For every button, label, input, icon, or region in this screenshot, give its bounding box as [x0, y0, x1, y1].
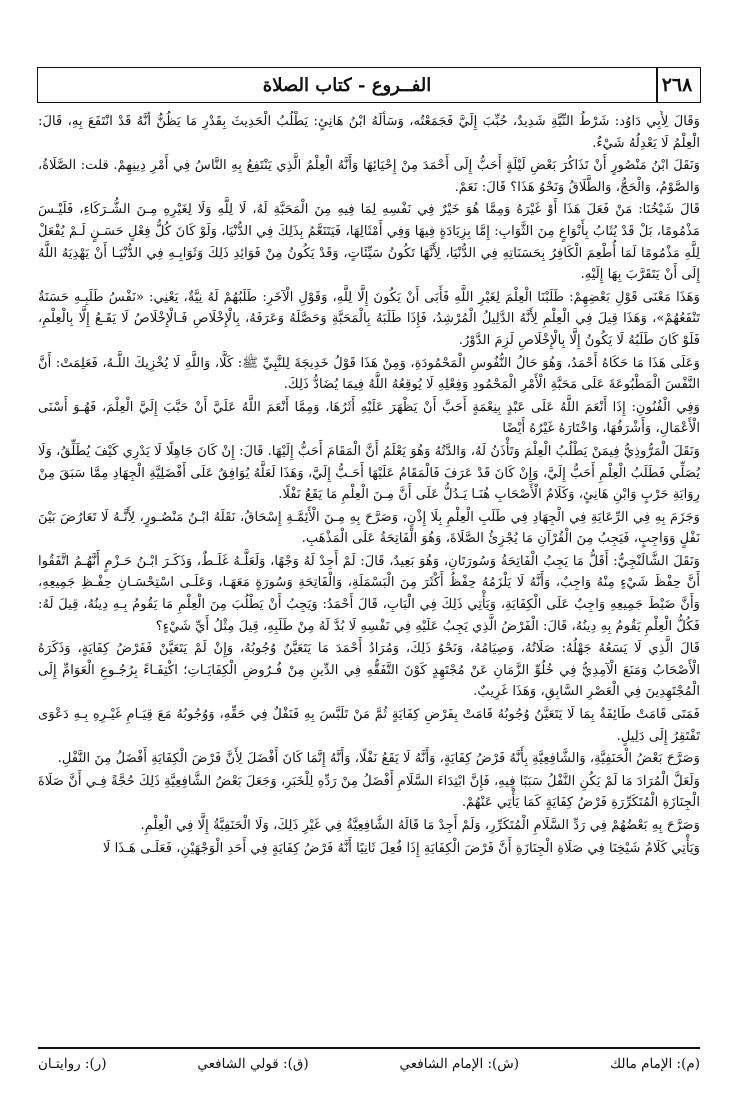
- footer-rule: [38, 1047, 700, 1049]
- paragraph: وَعَلَى هَذَا مَا حَكَاهُ أَحْمَدُ، وَهُوَ حَالُ النُّفُوسِ الْمَحْمُودَةِ، وَمِنْ هَذَا قَوْلُ خَدِيجَةَ لِلنَّبِيِّ ﷺ: كَلَّا، وَاللَّهِ لَا يُخْزِيكَ اللَّـهُ، فَعَلِمَتْ: أَنَّ النَّفْسَ الْمَطْبُوعَةَ عَلَى مَحَبَّةِ الْأَمْرِ الْمَحْمُودِ وَفِعْلِهِ لَا يُوقِعُهُ اللَّهُ فِيمَا يُضَادُّ ذَلِكَ.: [38, 355, 700, 393]
- paragraph: قَالَ شَيْخُنَا: مَنْ فَعَلَ هَذَا أَوْ غَيْرَهُ وَمِمَّا هُوَ خَيْرٌ فِي نَفْسِهِ لِمَا فِيهِ مِنَ الْمَحَبَّةِ لَهُ، لَا لِلَّهِ وَلَا لِغَيْرِهِ مِـنَ الشُّـرَكَاءِ، فَلَيْـسَ مَذْمُومًا، بَلْ قَدْ يُثَابُ بِأَنْوَاعٍ مِنَ الثَّوَابِ: إِمَّا بِزِيَادَةٍ فِيهَا وَفِي أَمْثَالِهَا، فَيَتَنَعَّمُ بِذَلِكَ فِي الدُّنْيَا، وَلَوْ كَانَ كُلُّ فِعْلٍ حَسَـنٍ لَـمْ يُفْعَلْ لِلَّهِ مَذْمُومًا لَمَا أُطْعِمَ الْكَافِرُ بِحَسَنَاتِهِ فِي الدُّنْيَا، لِأَنَّهَا تَكُونُ سَيِّئَاتٍ، وَقَدْ يَكُونُ مِنْ فَوَائِدِ ذَلِكَ وَثَوَابِـهِ فِي الدُّنْيَـا أَنْ يَهْدِيَهُ اللَّهُ إِلَى أَنْ يَتَقَرَّبَ بِهَا إِلَيْهِ.: [38, 202, 700, 283]
- page-number: ٢٦٨: [661, 74, 693, 96]
- paragraph: وَقَالَ لِأَبِي دَاوُد: شَرْطُ النِّيَّةِ شَدِيدٌ، حُبِّبَ إِلَيَّ فَجَمَعْتُه، وَسَأَلَهُ ابْنُ هَانِئٍ: يَطْلُبُ الْحَدِيثَ بِقَدْرِ مَا يَظُنُّ أَنَّهُ قَدْ انْتَفَعَ بِهِ، قَالَ: الْعِلْمُ لَا يَعْدِلُهُ شَيْءٌ.: [38, 114, 700, 151]
- paragraph: وَصَرَّحَ بِهِ بَعْضُهُمْ فِي رَدِّ السَّلَامِ الْمُتَكَرِّرِ، وَلَمْ أَجِدْ مَا قَالَهُ الشَّافِعِيَّةُ فِي غَيْرِ ذَلِكَ، وَلَا الْحَنَفِيَّةُ إِلَّا فِي الْعِلْمِ.: [140, 818, 700, 833]
- abbrev-two-opinions: (ق): قولي الشافعي: [197, 1056, 309, 1072]
- paragraph: فَمَتَى قَامَتْ طَائِفَةٌ بِمَا لَا يَتَعَيَّنُ وُجُوبُهُ قَامَتْ بِفَرْضِ كِفَايَةٍ ثُمَّ مَنْ تَلَبَّسَ بِهِ فَنَفْلٌ فِي حَقِّهِ، وَوُجُوبُهُ مَعَ قِيَـامِ غَيْـرِهِ بِـهِ دَعْوَى تَفْتَقِرُ إِلَى دَلِيلٍ.: [38, 707, 700, 744]
- running-title: الفــروع - كتاب الصلاة: [262, 74, 432, 96]
- abbrev-two-narrations: (ر): روايتـان: [38, 1056, 107, 1072]
- paragraph: وَهَذَا مَعْنَى قَوْلِ بَعْضِهِمْ: طَلَبْنَا الْعِلْمَ لِغَيْرِ اللَّهِ فَأَبَى أَنْ يَكُونَ إِلَّا لِلَّهِ، وَقَوْلِ الْآخَرِ: طَلَبُهُمْ لَهُ نِيَّةٌ، يَعْنِي: «نَفْسُ طَلَبِـهِ حَسَنَةٌ تَنْفَعُهُمْ»، وَهَذَا قِيلَ فِي الْعِلْمِ لِأَنَّهُ الدَّلِيلُ الْمُرْشِدُ، فَإِذَا طَلَبَهُ بِالْمَحَبَّةِ وَحَصَّلَهُ وَعَرَفَهُ، بِالْإِخْلَاصِ فَـالْإِخْلَاصُ لَا يَقَـعُ إِلَّا بِالْعِلْمِ، فَلَوْ كَانَ طَلَبُهُ لَا يَكُونُ إِلَّا بِالْإِخْلَاصِ لَزِمَ الدَّوْرُ.: [38, 289, 700, 348]
- abbreviations-footer: [38, 1051, 700, 1077]
- page-header: [37, 67, 701, 103]
- paragraph: قَالَ الَّذِي لَا يَسَعُهُ جَهْلُهُ: صَلَاتُهُ، وَصِيَامُهُ، وَنَحْوُ ذَلِكَ، وَمُرَادُ أَحْمَدَ مَا يَتَعَيَّنُ وُجُوبُهُ، وَإِنْ لَمْ يَتَعَيَّنْ فَفَرْضُ كِفَايَةٍ، وَذَكَرَهُ الْأَصْحَابُ وَمَنَعَ الْآمِدِيُّ فِي خُلُوِّ الزَّمَانِ عَنْ مُجْتَهِدٍ كَوْنَ التَّفَقُّهِ فِي الدِّينِ مِنْ فُـرُوضِ الْكِفَايَـاتِ؛ اكْتِفَـاءً بِرُجُـوعِ الْعَوَامِّ إِلَى الْمُجْتَهِدِينَ فِي الْعَصْرِ السَّابِقِ، وَهَذَا غَرِيبٌ.: [38, 641, 700, 700]
- paragraph: وَنَقَلَ الْمَرُّوذِيُّ فِيمَنْ يَطْلُبُ الْعِلْمَ وَتَأْذَنُ لَهُ، وَالدَّتُهُ وَهُوَ يَعْلَمُ أَنَّ الْمَقَامَ أَحَبُّ إِلَيْهَا. قَالَ: إِنْ كَانَ جَاهِلًا لَا يَدْرِي كَيْفَ يُطَلِّقُ، وَلَا يُصَلِّي فَطَلَبُ الْعِلْمِ أَحَبُّ إِلَيَّ، وَإِنْ كَانَ قَدْ عَرَفَ فَالْمَقَامُ عَلَيْهَا أَحَـبُّ إِلَيَّ، وَهَذَا لَعَلَّهُ يُوَافِقُ عَلَى أَفْضَلِيَّةِ الْجِهَادِ مِمَّا سَبَقَ مِنْ رِوَايَةِ حَرْبٍ وَابْنِ هَانِئٍ، وَكَلَامُ الْأَصْحَابِ هُنَـا يَـدُلُّ عَلَى أَنَّ مِـنَ الْعِلْمِ مَا يَقَعُ نَفْلًا.: [38, 443, 700, 503]
- main-text: [38, 111, 700, 1041]
- paragraph: وَفِي الْفُنُونِ: إِذَا أَنْعَمَ اللَّهُ عَلَى عَبْدٍ بِنِعْمَةٍ أَحَبَّ أَنْ يَظْهَرَ عَلَيْهِ أَثَرُهَا، وَمِمَّا أَنْعَمَ اللَّهُ عَلَيَّ أَنْ حَبَّبَ إِلَيَّ الْعِلْمَ، فَهُـوَ أَسْنَى الْأَعْمَالِ، وَأَشْرَفُهَا، وَاخْتَارَهُ غَيْرُهُ أَيْضًا: [38, 399, 700, 437]
- header-divider: [656, 68, 658, 102]
- paragraph: وَلَعَلَّ الْمُرَادَ مَا لَمْ يَكُنِ النَّفْلُ سَبَبًا فِيهِ، فَإِنَّ ابْتِدَاءَ السَّلَامِ أَفْضَلُ مِنْ رَدِّهِ لِلْخَبَرِ، وَجَعَلَ بَعْضُ الشَّافِعِيَّةِ ذَلِكَ حُجَّةً فِـي أَنَّ صَلَاةَ الْجِنَازَةِ الْمُتَكَرِّرَةِ فَرْضُ كِفَايَةٍ كَمَا يَأْتِي عَنْهُمْ.: [38, 773, 700, 811]
- paragraph: وَيَأْتِي كَلَامُ شَيْخِنَا فِي صَلَاةِ الْجِنَازَةِ أَنَّ فَرْضَ الْكِفَايَةِ إِذَا فُعِلَ ثَانِيًا أَنَّهُ فَرْضُ كِفَايَةٍ فِي أَحَدِ الْوَجْهَيْنِ، فَعَلَـى هَـذَا لَا: [102, 840, 700, 856]
- abbrev-shafii: (ش): الإمام الشافعي: [399, 1056, 520, 1072]
- abbrev-malik: (م): الإمام مالك: [609, 1056, 700, 1072]
- paragraph: وَنَقَلَ الشَّالَنْجِيُّ: أَقَلُّ مَا يَجِبُ الْفَاتِحَةُ وَسُورَتَانِ، وَهُوَ بَعِيدٌ، قَالَ: لَمْ أَجِدْ لَهُ وَجْهًا، وَلَعَلَّـهُ غَلَـطٌ، وَذَكَـرَ ابْـنُ حَـزْمٍ أَنَّهُـمُ اتَّفَقُوا أَنَّ حِفْظَ شَيْءٍ مِنْهُ وَاجِبٌ، وَأَنَّهُ لَا يَلْزَمُهُ حِفْظُ أَكْثَرَ مِنَ الْبَسْمَلَةِ، وَالْفَاتِحَةِ وَسُورَةٍ مَعَهَـا، وَعَلَـى اسْتِحْسَـانِ حِفْـظِ جَمِيعِهِ، وَأَنَّ ضَبْطَ جَمِيعِهِ وَاجِبٌ عَلَى الْكِفَايَةِ، وَيَأْتِي ذَلِكَ فِي الْبَابِ، قَالَ أَحْمَدُ: وَيَجِبُ أَنْ يَطْلُبَ مِنَ الْعِلْمِ مَا يَقُومُ بِـهِ دِينُهُ، قِيلَ لَهُ: فَكُلُّ الْعِلْمِ يَقُومُ بِهِ دِينُهُ، قَالَ: الْفَرْضُ الَّذِي يَجِبُ عَلَيْهِ فِي نَفْسِهِ لَا بُدَّ لَهُ مِنْ طَلَبِهِ، قِيلَ مِثْلُ أَيِّ شَيْءٍ؟: [38, 553, 700, 634]
- paragraph: وَنَقَلَ ابْنُ مَنْصُورٍ أَنْ تَذَاكُرَ بَعْضِ لَيْلَةٍ أَحَبُّ إِلَى أَحْمَدَ مِنْ إِحْيَائِهَا وَأَنَّهُ الْعِلْمُ الَّذِي يَنْتَفِعُ بِهِ النَّاسُ فِي أَمْرِ دِينِهِمْ. قلت: الصَّلَاةُ، وَالصَّوْمُ، وَالْحَجُّ، وَالطَّلَاقُ وَنَحْوُ هَذَا؟ قَالَ: نَعَمْ.: [38, 158, 700, 195]
- paragraph: وَجَزَمَ بِهِ فِي الرِّعَايَةِ فِي الْجِهَادِ فِي طَلَبِ الْعِلْمِ بِلَا إِذْنٍ، وَصَرَّحَ بِهِ مِـنَ الْأَئِمَّـةِ إِسْحَاقُ، نَقَلَهُ ابْـنُ مَنْصُـورٍ، لِأَنَّـهُ لَا تَعَارُضَ بَيْنَ نَفْلٍ وَوَاجِبٍ، فَيَجِبُ مِنَ الْقُرْآنِ مَا يُجْزِئُ الصَّلَاةَ، وَهُوَ الْفَاتِحَةُ عَلَى الْمَذْهَبِ.: [38, 509, 700, 547]
- paragraph: وَصَرَّحَ بَعْضُ الْحَنَفِيَّةِ، وَالشَّافِعِيَّةِ بِأَنَّهُ فَرْضُ كِفَايَةٍ، وَأَنَّهُ لَا يَقَعُ نَفْلًا، وَأَنَّهُ إِنَّمَا كَانَ أَفْضَلَ لِأَنَّ فَرْضَ الْكِفَايَةِ أَفْضَلُ مِنَ النَّفْلِ.: [57, 751, 700, 767]
